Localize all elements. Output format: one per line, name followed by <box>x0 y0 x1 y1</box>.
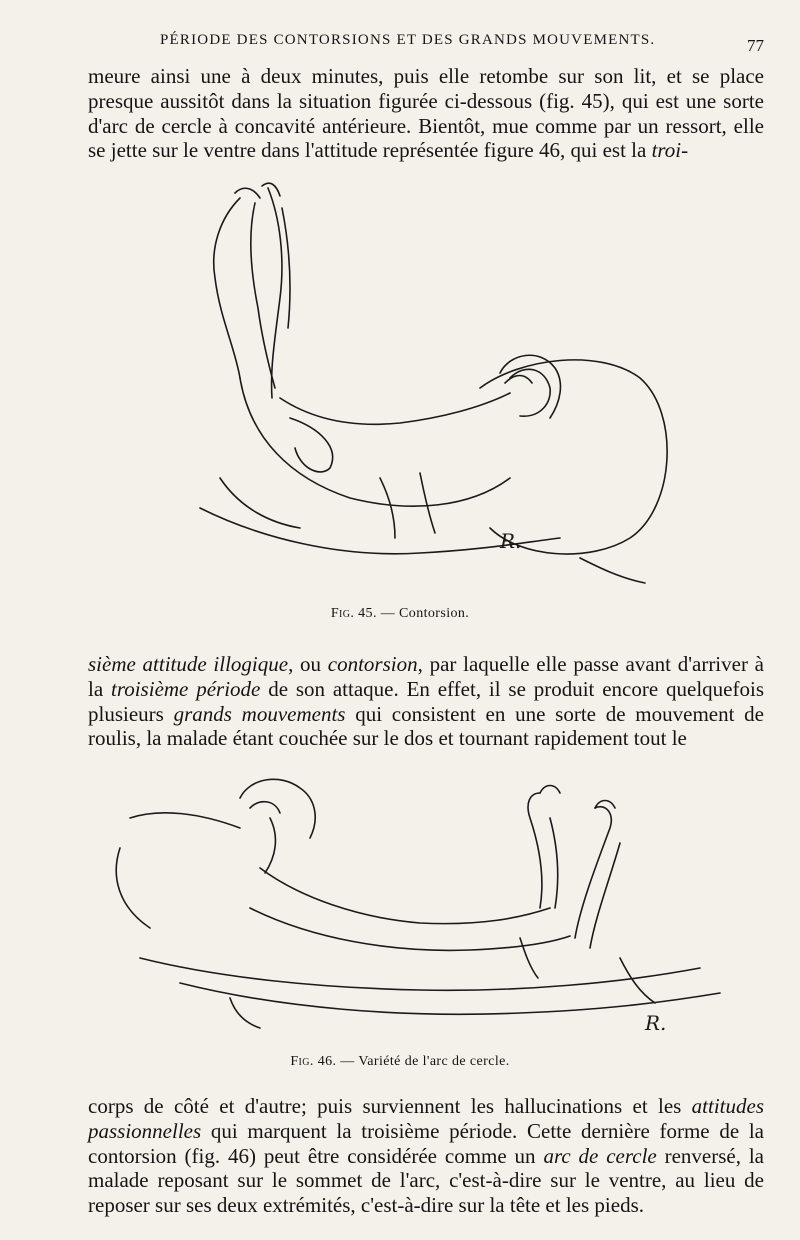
figure-46-caption <box>0 1054 800 1070</box>
figure-45-signature: R. <box>500 529 522 553</box>
torso-front <box>280 393 510 424</box>
p3-text-c: qui marquent la troisième période. Cette dernière forme de la contorsion (fig. 46) peut être considérée comme un <box>88 1118 764 1168</box>
arm <box>290 418 333 472</box>
torso-back <box>240 378 510 506</box>
paragraph-3 <box>88 1094 764 1218</box>
p2-italic-2: contorsion <box>327 652 418 676</box>
left-leg <box>214 198 240 378</box>
paragraph-1-text: meure ainsi une à deux minutes, puis elle retombe sur son lit, et se place presque aussitôt dans la situation figurée ci-dessous (fig. 45), qui est une sorte d'arc de cercle à concavité antérieure. Bientôt, mue comme par un ressort, elle se jette sur le ventre dans l'attitude représentée figure 46, qui est la <box>88 64 764 163</box>
right-leg <box>575 807 611 938</box>
p3-italic-1: attitudes passionnelles <box>88 1094 764 1143</box>
left-leg-inner <box>251 203 275 388</box>
head <box>250 802 280 813</box>
p2-italic-1: sième attitude illogique <box>88 652 289 676</box>
figure-45-illustration <box>180 178 690 598</box>
torso <box>260 868 550 924</box>
left-leg-inner <box>550 818 558 908</box>
figure-45-label: Fig. 45. <box>330 606 377 621</box>
paragraph-2 <box>88 652 764 751</box>
p3-text-e: renversé, la malade reposant sur le sommet de l'arc, c'est-à-dire sur le ventre, au lieu de reposer sur ses deux extrémités, c'est-à-dire sur la tête et les pieds. <box>88 1143 765 1218</box>
paragraph-1-italic: troi- <box>651 138 689 163</box>
left-leg <box>528 793 542 908</box>
p2-text-c: , par laquelle elle passe avant d'arriver à la <box>88 652 764 701</box>
figure-46-label: Fig. 46. <box>290 1054 337 1069</box>
figure-46-caption-text: — Variété de l'arc de cercle. <box>336 1054 510 1069</box>
left-foot <box>235 188 260 198</box>
p2-text-g: qui consistent en une sorte de mouvement de roulis, la malade étant couchée sur le dos et tournant rapidement tout le <box>88 701 764 751</box>
figure-46-illustration <box>100 768 740 1048</box>
page-number: 77 <box>747 36 764 55</box>
pillow-outline <box>480 360 667 554</box>
figure-45-caption <box>0 606 800 622</box>
p3-text-a: corps de côté et d'autre; puis surviennent les hallucinations et les <box>88 1094 692 1118</box>
running-title: PÉRIODE DES CONTORSIONS ET DES GRANDS MOUVEMENTS. <box>160 32 656 48</box>
p2-italic-4: grands mouvements <box>173 701 346 726</box>
figure-46-signature: R. <box>645 1011 667 1035</box>
p2-text-a: , ou <box>288 652 328 676</box>
p3-italic-2: arc de cercle <box>543 1143 657 1168</box>
pillow-outline <box>130 813 240 828</box>
figure-45-caption-text: — Contorsion. <box>376 606 470 621</box>
p2-text-e: de son attaque. En effet, il se produit encore quelquefois plusieurs <box>88 676 764 726</box>
feet <box>540 786 615 809</box>
right-leg-inner <box>282 208 290 328</box>
right-leg-inner <box>590 843 620 948</box>
running-head <box>0 30 800 60</box>
paragraph-1 <box>88 64 764 163</box>
p2-italic-3: troisième période <box>111 676 261 701</box>
bedding <box>140 958 700 990</box>
